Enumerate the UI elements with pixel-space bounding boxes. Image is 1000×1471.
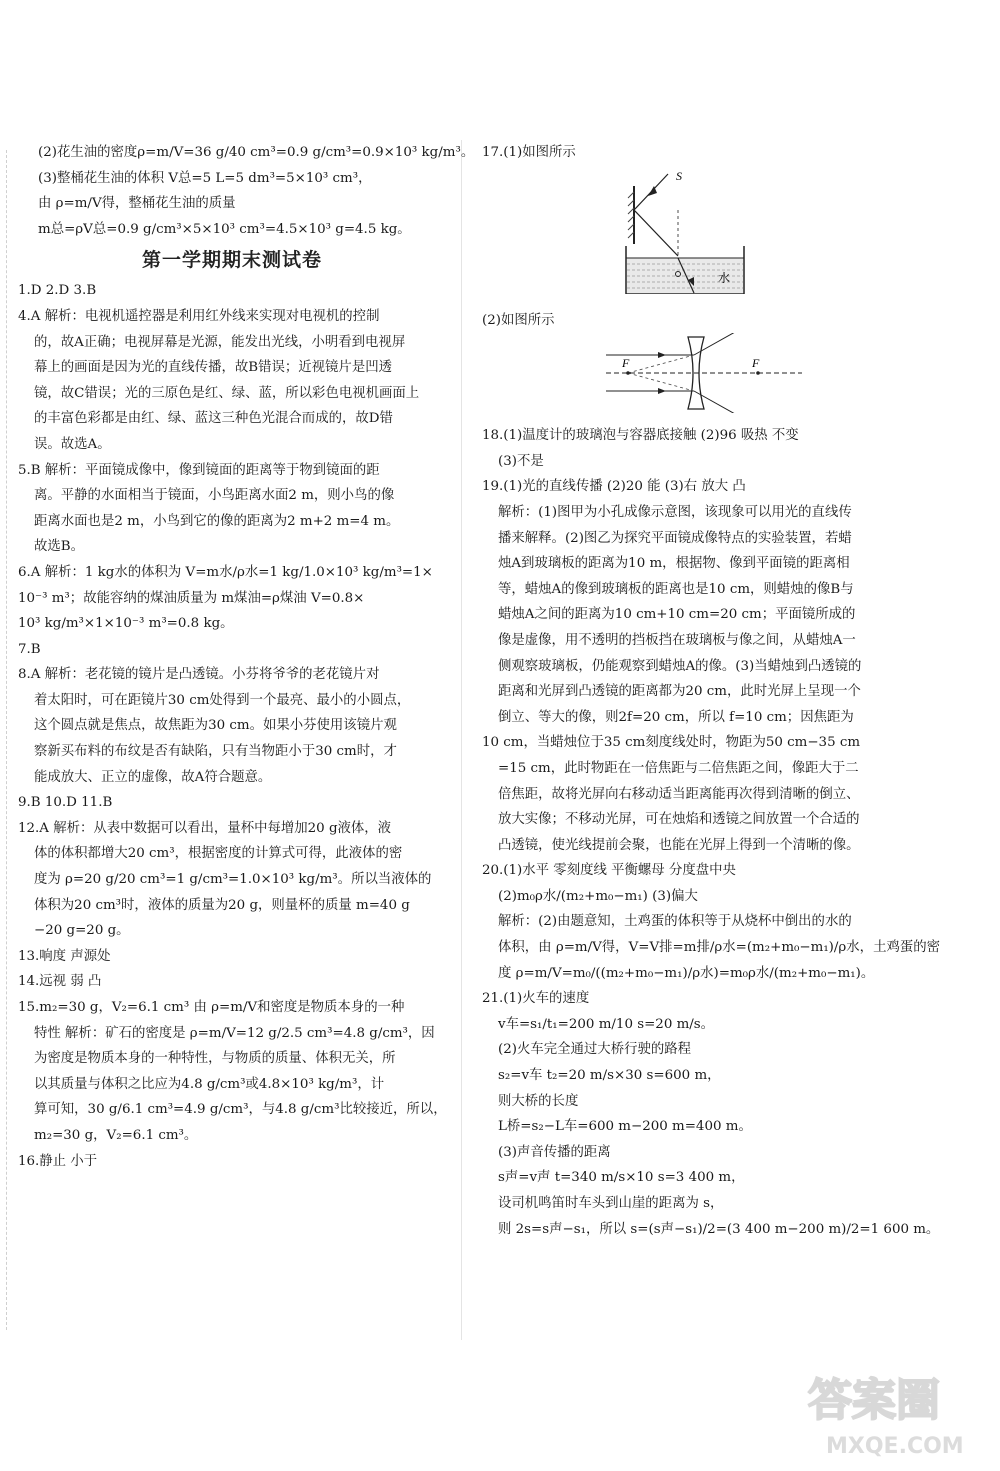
answer-line: 像是虚像，用不透明的挡板挡在玻璃板与像之间，从蜡烛A一	[498, 632, 856, 648]
answer-line: 解析：(2)由题意知，土鸡蛋的体积等于从烧杯中倒出的水的	[498, 914, 852, 930]
column-divider	[461, 140, 462, 1340]
source-label-s: S	[676, 168, 682, 183]
concave-lens-diagram	[482, 333, 880, 413]
answer-line: =15 cm，此时物距在一倍焦距与二倍焦距之间，像距大于二	[498, 760, 859, 776]
answer-line: 能成放大、正立的虚像，故A符合题意。	[34, 769, 272, 785]
focus-label-left: F	[622, 356, 630, 371]
answer-line: v车=s₁/t₁=200 m/10 s=20 m/s。	[498, 1016, 715, 1032]
answer-line: 着太阳时，可在距镜片30 cm处得到一个最亮、最小的小圆点，	[34, 692, 411, 708]
answer-line: 体积，由 ρ=m/V得，V=V排=m排/ρ水=(m₂+m₀−m₁)/ρ水，土鸡蛋的密	[498, 940, 941, 956]
answer-line: m总=ρV总=0.9 g/cm³×5×10³ cm³=4.5×10³ g=4.5 kg。	[38, 221, 411, 237]
answer-line: (3)声音传播的距离	[498, 1144, 611, 1160]
answer-line: 12.A 解析：从表中数据可以看出，量杯中每增加20 g液体，液	[18, 820, 392, 836]
answer-list	[482, 423, 941, 1242]
answer-line: m₂=30 g，V₂=6.1 cm³。	[34, 1127, 198, 1143]
watermark-logo	[796, 1353, 986, 1463]
answer-line: 7.B	[18, 641, 41, 657]
answer-line: 播来解释。(2)图乙为探究平面镜成像特点的实验装置，若蜡	[498, 530, 852, 546]
answer-line: 体积为20 cm³时，液体的质量为20 g，则量杯的质量 m=40 g	[34, 897, 410, 913]
answer-line: 离。平静的水面相当于镜面，小鸟距离水面2 m，则小鸟的像	[34, 488, 395, 504]
answer-line: 以其质量与体积之比应为4.8 g/cm³或4.8×10³ kg/m³，计	[34, 1076, 385, 1092]
answer-line: 镜，故C错误；光的三原色是红、绿、蓝，所以彩色电视机画面上	[34, 385, 420, 401]
right-column	[482, 140, 941, 1242]
answer-line: 15.m₂=30 g，V₂=6.1 cm³ 由 ρ=m/V和密度是物质本身的一种	[18, 1000, 405, 1015]
answer-line: 13.响度 声源处	[18, 948, 111, 964]
reflection-refraction-diagram	[482, 166, 880, 294]
answer-line: 的，故A正确；电视屏幕是光源，能发出光线，小明看到电视屏	[34, 334, 406, 350]
answer-line: 16.静止 小于	[18, 1153, 98, 1169]
answer-line: 的丰富色彩都是由红、绿、蓝这三种色光混合而成的，故D错	[34, 411, 393, 427]
answer-line: 误。故选A。	[34, 436, 111, 452]
answer-line: 这个圆点就是焦点，故焦距为30 cm。如果小芬使用该镜片观	[34, 718, 397, 734]
answer-line: 5.B 解析：平面镜成像中，像到镜面的距离等于物到镜面的距	[18, 462, 380, 478]
answer-line: (2)m₀ρ水/(m₂+m₀−m₁) (3)偏大	[498, 888, 698, 904]
answer-line: 21.(1)火车的速度	[482, 991, 590, 1007]
answer-line: 放大实像；不移动光屏，可在烛焰和透镜之间放置一个合适的	[498, 812, 860, 828]
answer-line: 距离和光屏到凸透镜的距离都为20 cm，此时光屏上呈现一个	[498, 684, 861, 700]
left-column	[18, 140, 475, 1174]
answer-line: 19.(1)光的直线传播 (2)20 能 (3)右 放大 凸	[482, 479, 746, 495]
lens-figure	[482, 333, 880, 413]
answer-line: 由 ρ=m/V得，整桶花生油的质量	[38, 196, 236, 212]
answer-line: 度为 ρ=20 g/20 cm³=1 g/cm³=1.0×10³ kg/m³。所以当液体的	[34, 872, 432, 888]
answer-line: 算可知，30 g/6.1 cm³=4.9 g/cm³，与4.8 g/cm³比较接近，所以，	[34, 1102, 447, 1118]
answer-line: 14.远视 弱 凸	[18, 974, 102, 990]
answer-line: 距离水面也是2 m，小鸟到它的像的距离为2 m+2 m=4 m。	[34, 513, 400, 529]
reflection-refraction-figure	[482, 166, 880, 294]
answer-line: 9.B 10.D 11.B	[18, 795, 113, 811]
answer-line: 10 cm，当蜡烛位于35 cm刻度线处时，物距为50 cm−35 cm	[482, 735, 861, 751]
left-margin-rule	[6, 150, 7, 1330]
answer-line: 倍焦距，故将光屏向右移动适当距离能再次得到清晰的倒立、	[498, 786, 860, 802]
answer-line: 1.D 2.D 3.B	[18, 283, 97, 299]
answer-line: 故选B。	[34, 539, 85, 555]
focus-label-right: F	[752, 356, 760, 371]
answer-line: 6.A 解析：1 kg水的体积为 V=m水/ρ水=1 kg/1.0×10³ kg/m³=1×	[18, 564, 433, 580]
water-label: 水	[718, 270, 731, 285]
q17-part2-label: (2)如图所示	[482, 312, 555, 328]
answer-line: L桥=s₂−L车=600 m−200 m=400 m。	[498, 1119, 752, 1135]
answer-line: 为密度是物质本身的一种特性，与物质的质量、体积无关，所	[34, 1051, 396, 1067]
answer-line: 体的体积都增大20 cm³，根据密度的计算式可得，此液体的密	[34, 846, 403, 862]
logo-text: 答案圈	[808, 1375, 940, 1426]
answer-line: s₂=v车 t₂=20 m/s×30 s=600 m，	[498, 1068, 721, 1084]
answer-line: 幕上的画面是因为光的直线传播，故B错误；近视镜片是凹透	[34, 360, 392, 376]
answer-line: 等，蜡烛A的像到玻璃板的距离也是10 cm，则蜡烛的像B与	[498, 581, 854, 597]
answer-line: 8.A 解析：老花镜的镜片是凸透镜。小芬将爷爷的老花镜片对	[18, 667, 380, 683]
section-title: 第一学期期末测试卷	[141, 249, 322, 272]
answer-line: 倒立、等大的像，则2f=20 cm，所以 f=10 cm；因焦距为	[498, 709, 854, 725]
answer-line: 4.A 解析：电视机遥控器是利用红外线来实现对电视机的控制	[18, 308, 380, 324]
answer-line: 侧观察玻璃板，仍能观察到蜡烛A的像。(3)当蜡烛到凸透镜的	[498, 658, 862, 674]
answer-line: 10⁻³ m³；故能容纳的煤油质量为 m煤油=ρ煤油 V=0.8×	[18, 590, 365, 606]
answer-line: 蜡烛A之间的距离为10 cm+10 cm=20 cm；平面镜所成的	[498, 607, 856, 623]
logo-url: MXQE.COM	[826, 1434, 964, 1459]
answer-line: 则 2s=s声−s₁，所以 s=(s声−s₁)/2=(3 400 m−200 m)/2=1 600 m。	[498, 1221, 940, 1237]
answer-line: 设司机鸣笛时车头到山崖的距离为 s，	[498, 1196, 724, 1211]
answer-line: (3)整桶花生油的体积 V总=5 L=5 dm³=5×10³ cm³，	[38, 170, 372, 186]
answer-line: 解析：(1)图甲为小孔成像示意图，该现象可以用光的直线传	[498, 504, 852, 520]
answer-line: (2)花生油的密度ρ=m/V=36 g/40 cm³=0.9 g/cm³=0.9×10³ kg/m³。	[38, 145, 475, 160]
answer-line: 凸透镜，使光线提前会聚，也能在光屏上得到一个清晰的像。	[498, 837, 860, 853]
answer-line: 特性 解析：矿石的密度是 ρ=m/V=12 g/2.5 cm³=4.8 g/cm³，因	[34, 1025, 435, 1041]
answer-line: 度 ρ=m/V=m₀/((m₂+m₀−m₁)/ρ水)=m₀ρ水/(m₂+m₀−m₁)。	[498, 965, 875, 981]
q17-part1-label: 17.(1)如图所示	[482, 145, 576, 160]
answer-line: 18.(1)温度计的玻璃泡与容器底接触 (2)96 吸热 不变	[482, 428, 799, 444]
answer-line: 则大桥的长度	[498, 1093, 579, 1109]
answer-line: s声=v声 t=340 m/s×10 s=3 400 m，	[498, 1170, 745, 1186]
answer-line: −20 g=20 g。	[34, 923, 130, 939]
answer-list	[18, 278, 446, 1174]
answer-line: 烛A到玻璃板的距离为10 m，根据物、像到平面镜的距离相	[498, 556, 850, 572]
answer-line: 察新买布料的布纹是否有缺陷，只有当物距小于30 cm时，才	[34, 744, 397, 760]
answer-line: (3)不是	[498, 453, 544, 469]
answer-line: 20.(1)水平 零刻度线 平衡螺母 分度盘中央	[482, 863, 736, 879]
answer-line: (2)火车完全通过大桥行驶的路程	[498, 1042, 692, 1058]
answer-line: 10³ kg/m³×1×10⁻³ m³=0.8 kg。	[18, 616, 234, 632]
